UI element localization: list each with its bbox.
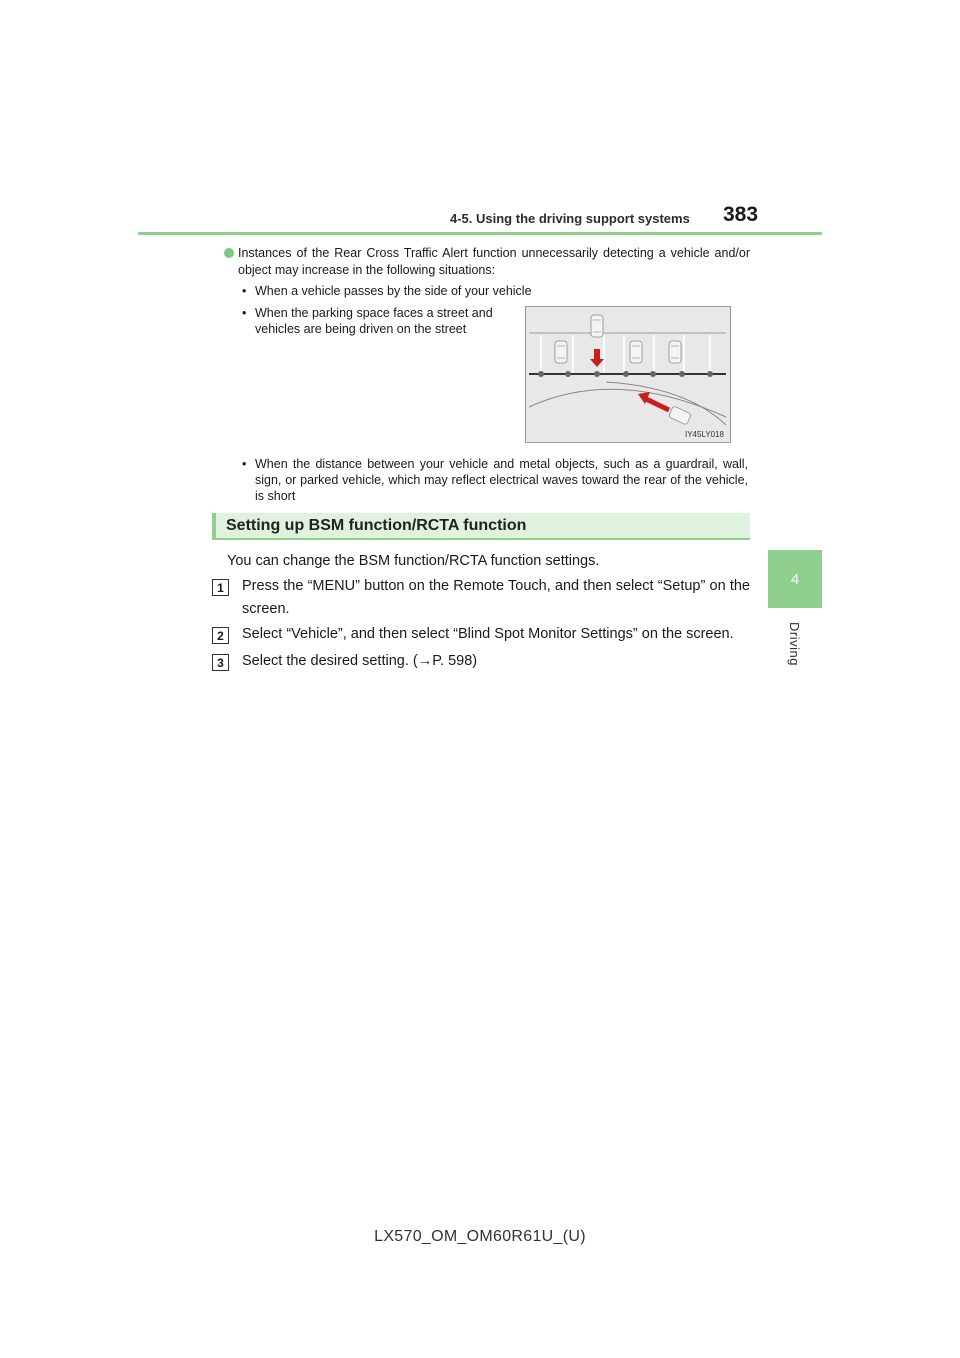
page-number: 383 [723, 203, 759, 226]
chapter-number: 4 [790, 570, 800, 588]
footer-doc-code: LX570_OM_OM60R61U_(U) [374, 1228, 586, 1245]
header-section-title: 4-5. Using the driving support systems [450, 211, 690, 226]
parking-illustration [525, 306, 731, 443]
situation-item-2: • When the parking space faces a street and vehicles are being driven on the street [242, 306, 493, 336]
chapter-label: Driving [787, 622, 802, 666]
step-number-1: 1 [212, 579, 229, 596]
step-text-1: Press the “MENU” button on the Remote Touch, and then select “Setup” on the screen. [242, 578, 750, 617]
situation-item-3: • When the distance between your vehicle and metal objects, such as a guardrail, wall, sign, or parked vehicle, which may reflect electrical waves toward the rear of the vehicle, is short [242, 457, 748, 503]
section-intro: You can change the BSM function/RCTA function settings. [227, 553, 600, 569]
bullet-marker: • [242, 306, 247, 320]
step-text-3: Select the desired setting. (→P. 598) [242, 653, 478, 669]
bullet-paragraph: Instances of the Rear Cross Traffic Alert function unnecessarily detecting a vehicle and/or object may increase in the following situations: [238, 246, 750, 277]
section-title: Setting up BSM function/RCTA function [226, 517, 527, 534]
section-heading-bar [212, 513, 750, 540]
step-number-3: 3 [212, 654, 229, 671]
chapter-tab [768, 550, 822, 608]
situation-item-1: • When a vehicle passes by the side of your vehicle [242, 284, 532, 298]
bullet-marker: • [242, 457, 247, 471]
parking-diagram [526, 307, 730, 442]
figure-code: IY45LY018 [685, 430, 724, 439]
step-text-2: Select “Vehicle”, and then select “Blind Spot Monitor Settings” on the screen. [242, 626, 734, 642]
step-number-2: 2 [212, 627, 229, 644]
bullet-marker: • [242, 284, 247, 298]
header-rule [138, 232, 822, 235]
